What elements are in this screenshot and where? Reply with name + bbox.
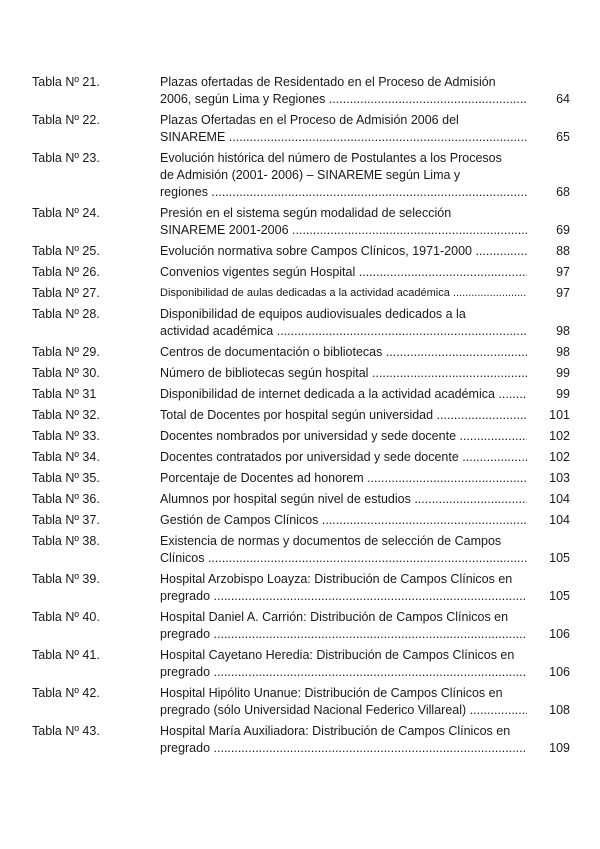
- page-number: 104: [549, 492, 570, 506]
- title-line: Disponibilidad de internet dedicada a la actividad académica .....: [160, 386, 527, 403]
- page-number: 103: [549, 471, 570, 485]
- page-number: 101: [549, 408, 570, 422]
- title-line: Plazas ofertadas de Residentado en el Proceso de Admisión: [160, 75, 496, 89]
- table-number: Tabla Nº 40.: [32, 610, 100, 624]
- table-title: [160, 205, 527, 239]
- table-title: [160, 386, 527, 403]
- table-number: Tabla Nº 41.: [32, 648, 100, 662]
- title-line: Centros de documentación o bibliotecas .....: [160, 344, 527, 361]
- table-number: Tabla Nº 22.: [32, 113, 100, 127]
- title-line: de Admisión (2001- 2006) – SINAREME según Lima y: [160, 168, 461, 182]
- page-number: 109: [549, 741, 570, 755]
- toc-entry: [0, 306, 600, 340]
- toc-entry: [0, 74, 600, 108]
- table-number: Tabla Nº 24.: [32, 206, 100, 220]
- title-line: Clínicos .....: [160, 550, 527, 567]
- title-line: Alumnos por hospital según nivel de estudios .....: [160, 491, 527, 508]
- page-number: 99: [556, 387, 570, 401]
- title-line: Convenios vigentes según Hospital .....: [160, 264, 527, 281]
- table-title: [160, 491, 527, 508]
- page-number: 108: [549, 703, 570, 717]
- title-line: pregrado .....: [160, 664, 527, 681]
- page-number: 97: [556, 286, 570, 300]
- table-number: Tabla Nº 25.: [32, 244, 100, 258]
- table-title: [160, 74, 527, 108]
- table-number: Tabla Nº 43.: [32, 724, 100, 738]
- title-line: Número de bibliotecas según hospital .....: [160, 365, 527, 382]
- table-number: Tabla Nº 32.: [32, 408, 100, 422]
- toc-entry: [0, 344, 600, 361]
- title-line: Hospital Arzobispo Loayza: Distribución de Campos Clínicos en: [160, 572, 513, 586]
- page-number: 106: [549, 627, 570, 641]
- toc-entry: [0, 428, 600, 445]
- table-title: [160, 344, 527, 361]
- table-number: Tabla Nº 39.: [32, 572, 100, 586]
- title-line: Hospital Cayetano Heredia: Distribución de Campos Clínicos en: [160, 648, 515, 662]
- table-number: Tabla Nº 26.: [32, 265, 100, 279]
- page-number: 105: [549, 551, 570, 565]
- toc-entry: [0, 685, 600, 719]
- table-title: [160, 470, 527, 487]
- title-line: pregrado .....: [160, 588, 527, 605]
- title-line: SINAREME 2001-2006 .....: [160, 222, 527, 239]
- table-number: Tabla Nº 38.: [32, 534, 100, 548]
- table-title: [160, 533, 527, 567]
- page-number: 102: [549, 429, 570, 443]
- title-line: pregrado (sólo Universidad Nacional Federico Villareal) .....: [160, 702, 527, 719]
- table-number: Tabla Nº 29.: [32, 345, 100, 359]
- toc-entry: [0, 609, 600, 643]
- page-number: 104: [549, 513, 570, 527]
- table-title: [160, 647, 527, 681]
- table-of-contents: [0, 74, 600, 761]
- table-number: Tabla Nº 27.: [32, 286, 100, 300]
- table-number: Tabla Nº 30.: [32, 366, 100, 380]
- page-number: 64: [556, 92, 570, 106]
- table-number: Tabla Nº 35.: [32, 471, 100, 485]
- title-line: Porcentaje de Docentes ad honorem .....: [160, 470, 527, 487]
- table-title: [160, 365, 527, 382]
- table-title: [160, 243, 527, 260]
- table-title: [160, 685, 527, 719]
- title-line: 2006, según Lima y Regiones .....: [160, 91, 527, 108]
- title-line: pregrado .....: [160, 626, 527, 643]
- table-number: Tabla Nº 33.: [32, 429, 100, 443]
- table-number: Tabla Nº 28.: [32, 307, 100, 321]
- table-title: [160, 571, 527, 605]
- toc-entry: [0, 264, 600, 281]
- title-line: Presión en el sistema según modalidad de selección: [160, 206, 452, 220]
- title-line: Hospital María Auxiliadora: Distribución de Campos Clínicos en: [160, 724, 511, 738]
- toc-entry: [0, 243, 600, 260]
- table-number: Tabla Nº 31: [32, 387, 97, 401]
- toc-entry: [0, 205, 600, 239]
- table-title: [160, 285, 527, 302]
- table-title: [160, 150, 527, 201]
- table-number: Tabla Nº 36.: [32, 492, 100, 506]
- toc-entry: [0, 449, 600, 466]
- page-number: 99: [556, 366, 570, 380]
- table-number: Tabla Nº 42.: [32, 686, 100, 700]
- page-number: 68: [556, 185, 570, 199]
- table-title: [160, 306, 527, 340]
- table-number: Tabla Nº 23.: [32, 151, 100, 165]
- toc-entry: [0, 365, 600, 382]
- page-number: 65: [556, 130, 570, 144]
- toc-entry: [0, 150, 600, 201]
- page-number: 105: [549, 589, 570, 603]
- toc-entry: [0, 571, 600, 605]
- table-title: [160, 428, 527, 445]
- title-line: SINAREME .....: [160, 129, 527, 146]
- title-line: Gestión de Campos Clínicos .....: [160, 512, 527, 529]
- table-number: Tabla Nº 34.: [32, 450, 100, 464]
- page-number: 98: [556, 345, 570, 359]
- toc-entry: [0, 723, 600, 757]
- title-line: Total de Docentes por hospital según universidad .....: [160, 407, 527, 424]
- title-line: actividad académica .....: [160, 323, 527, 340]
- title-line: Hospital Hipólito Unanue: Distribución de Campos Clínicos en: [160, 686, 503, 700]
- table-title: [160, 609, 527, 643]
- toc-entry: [0, 533, 600, 567]
- page-number: 97: [556, 265, 570, 279]
- toc-entry: [0, 512, 600, 529]
- title-line: Plazas Ofertadas en el Proceso de Admisión 2006 del: [160, 113, 459, 127]
- page-number: 69: [556, 223, 570, 237]
- toc-entry: [0, 386, 600, 403]
- toc-entry: [0, 491, 600, 508]
- title-line: Disponibilidad de aulas dedicadas a la actividad académica .....: [160, 285, 527, 302]
- page-number: 102: [549, 450, 570, 464]
- title-line: pregrado .....: [160, 740, 527, 757]
- title-line: Disponibilidad de equipos audiovisuales dedicados a la: [160, 307, 466, 321]
- table-title: [160, 112, 527, 146]
- title-line: Evolución normativa sobre Campos Clínicos, 1971-2000 .....: [160, 243, 527, 260]
- title-line: Evolución histórica del número de Postulantes a los Procesos: [160, 151, 502, 165]
- page-number: 106: [549, 665, 570, 679]
- toc-entry: [0, 407, 600, 424]
- table-title: [160, 512, 527, 529]
- title-line: Docentes contratados por universidad y sede docente .....: [160, 449, 527, 466]
- toc-entry: [0, 285, 600, 302]
- table-title: [160, 407, 527, 424]
- toc-entry: [0, 470, 600, 487]
- title-line: Hospital Daniel A. Carrión: Distribución de Campos Clínicos en: [160, 610, 509, 624]
- title-line: regiones .....: [160, 184, 527, 201]
- title-line: Existencia de normas y documentos de selección de Campos: [160, 534, 502, 548]
- page-number: 88: [556, 244, 570, 258]
- table-title: [160, 723, 527, 757]
- page-number: 98: [556, 324, 570, 338]
- table-title: [160, 264, 527, 281]
- toc-entry: [0, 112, 600, 146]
- table-title: [160, 449, 527, 466]
- table-number: Tabla Nº 37.: [32, 513, 100, 527]
- table-number: Tabla Nº 21.: [32, 75, 100, 89]
- title-line: Docentes nombrados por universidad y sede docente .....: [160, 428, 527, 445]
- toc-entry: [0, 647, 600, 681]
